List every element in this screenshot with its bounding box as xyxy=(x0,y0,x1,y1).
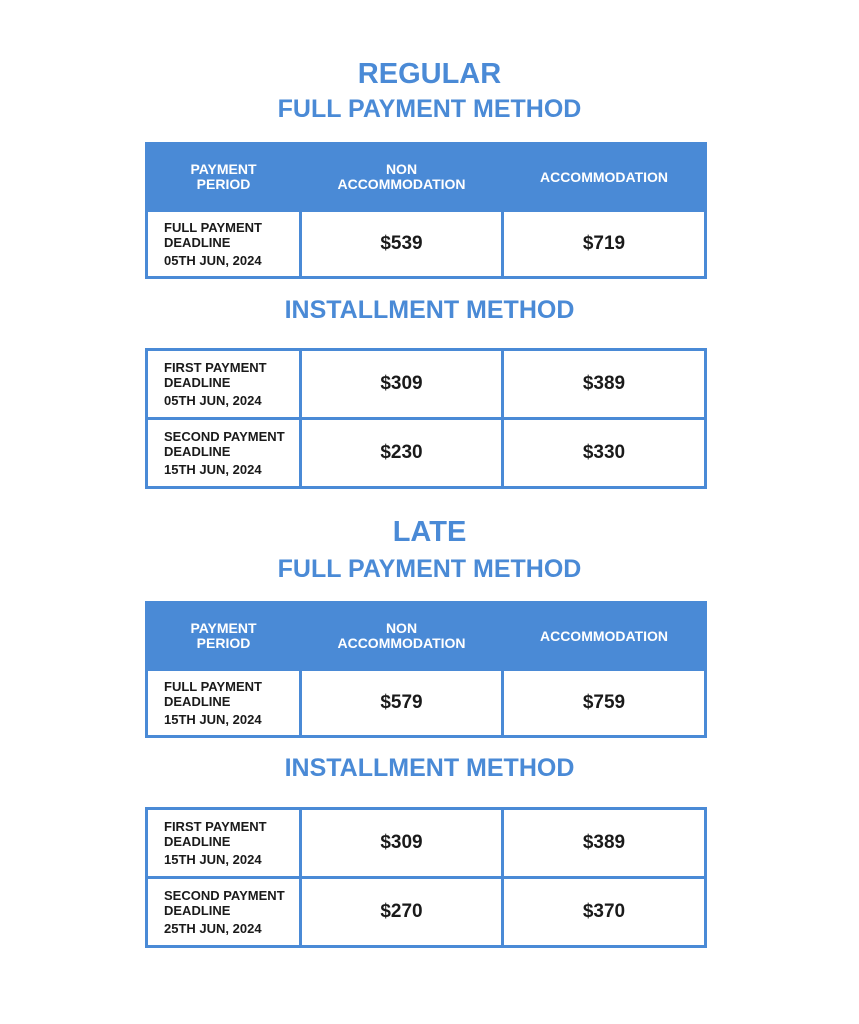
late-installment-title: INSTALLMENT METHOD xyxy=(284,754,575,782)
accommodation-price: $719 xyxy=(503,211,706,278)
accommodation-price: $759 xyxy=(503,670,706,737)
late-full-payment-title: FULL PAYMENT METHOD xyxy=(277,555,582,583)
non-accommodation-price: $309 xyxy=(301,350,503,419)
deadline-date: 05TH JUN, 2024 xyxy=(164,393,262,408)
regular-installment-table xyxy=(145,348,707,489)
non-accommodation-price: $309 xyxy=(301,809,503,878)
table-row xyxy=(147,670,706,737)
accommodation-price: $370 xyxy=(503,878,706,947)
table-header-row xyxy=(147,144,706,211)
deadline-date: 25TH JUN, 2024 xyxy=(164,921,262,936)
regular-full-payment-title: FULL PAYMENT METHOD xyxy=(277,95,582,123)
table-row xyxy=(147,419,706,488)
header-accommodation: ACCOMMODATION xyxy=(503,603,706,670)
deadline-label: FULL PAYMENT DEADLINE xyxy=(164,679,262,709)
payment-period-cell xyxy=(147,670,301,737)
late-heading: LATE xyxy=(392,516,467,548)
header-payment-period: PAYMENT PERIOD xyxy=(147,603,301,670)
header-non-accommodation: NON ACCOMMODATION xyxy=(301,603,503,670)
table-row xyxy=(147,350,706,419)
deadline-label: FIRST PAYMENT DEADLINE xyxy=(164,360,267,390)
accommodation-price: $389 xyxy=(503,809,706,878)
table-header-row xyxy=(147,603,706,670)
non-accommodation-price: $270 xyxy=(301,878,503,947)
late-installment-table xyxy=(145,807,707,948)
payment-period-cell xyxy=(147,211,301,278)
deadline-label: FULL PAYMENT DEADLINE xyxy=(164,220,262,250)
non-accommodation-price: $579 xyxy=(301,670,503,737)
regular-heading: REGULAR xyxy=(357,58,502,90)
non-accommodation-price: $539 xyxy=(301,211,503,278)
regular-full-payment-table xyxy=(145,142,707,279)
payment-period-cell xyxy=(147,878,301,947)
deadline-date: 15TH JUN, 2024 xyxy=(164,462,262,477)
deadline-label: SECOND PAYMENT DEADLINE xyxy=(164,429,285,459)
table-row xyxy=(147,211,706,278)
header-accommodation: ACCOMMODATION xyxy=(503,144,706,211)
late-full-payment-table xyxy=(145,601,707,738)
deadline-label: SECOND PAYMENT DEADLINE xyxy=(164,888,285,918)
table-row xyxy=(147,878,706,947)
table-row xyxy=(147,809,706,878)
header-non-accommodation: NON ACCOMMODATION xyxy=(301,144,503,211)
deadline-label: FIRST PAYMENT DEADLINE xyxy=(164,819,267,849)
header-payment-period: PAYMENT PERIOD xyxy=(147,144,301,211)
accommodation-price: $330 xyxy=(503,419,706,488)
deadline-date: 15TH JUN, 2024 xyxy=(164,712,262,727)
payment-period-cell xyxy=(147,809,301,878)
non-accommodation-price: $230 xyxy=(301,419,503,488)
regular-installment-title: INSTALLMENT METHOD xyxy=(284,296,575,324)
payment-period-cell xyxy=(147,419,301,488)
payment-period-cell xyxy=(147,350,301,419)
deadline-date: 15TH JUN, 2024 xyxy=(164,852,262,867)
accommodation-price: $389 xyxy=(503,350,706,419)
deadline-date: 05TH JUN, 2024 xyxy=(164,253,262,268)
